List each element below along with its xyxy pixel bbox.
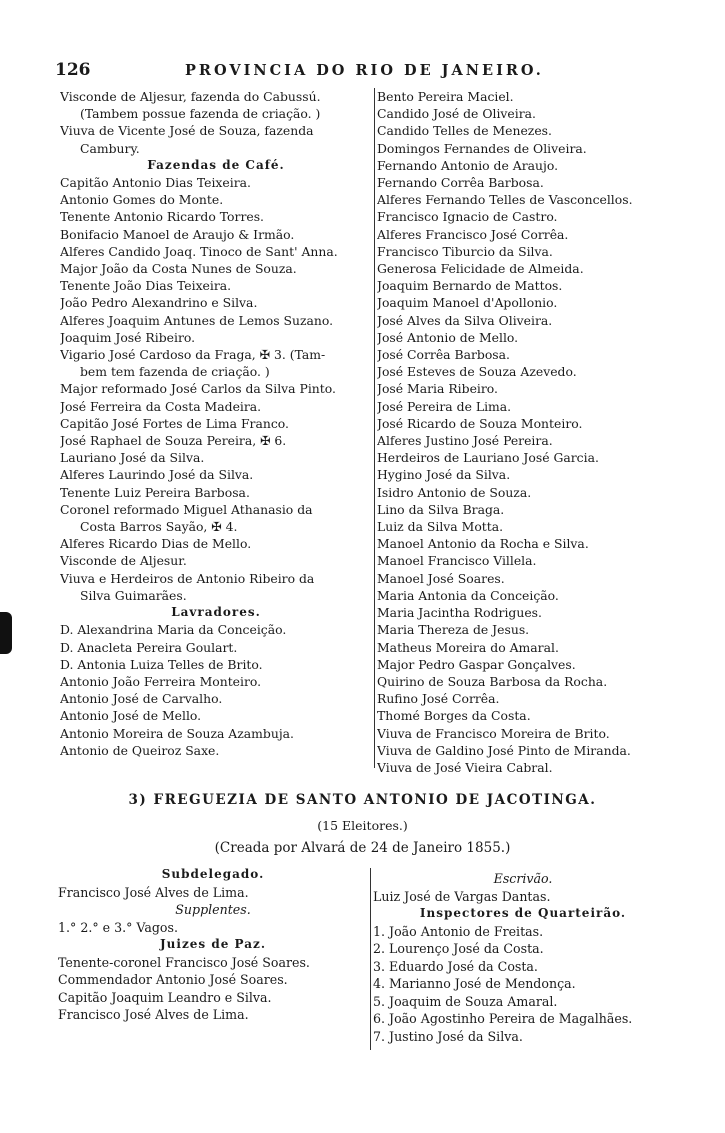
list-item: 5. Joaquim de Souza Amaral. [373, 993, 558, 1009]
intro-line: Viuva de Vicente José de Souza, fazenda [60, 123, 314, 139]
list-item: Viuva e Herdeiros de Antonio Ribeiro da [60, 570, 315, 586]
juizes-heading: Juizes de Paz. [159, 937, 266, 951]
list-item: 4. Marianno José de Mendonça. [373, 976, 576, 991]
list-item: Viuva de Galdino José Pinto de Miranda. [377, 742, 631, 758]
list-item: Silva Guimarães. [80, 587, 187, 603]
list-item: D. Antonia Luiza Telles de Brito. [60, 656, 263, 672]
list-item: Alferes Ricardo Dias de Mello. [60, 536, 252, 552]
list-item: Isidro Antonio de Souza. [377, 484, 532, 500]
list-item: João Pedro Alexandrino e Silva. [60, 295, 258, 311]
list-item: José Ricardo de Souza Monteiro. [377, 415, 583, 431]
list-item: Manoel Antonio da Rocha e Silva. [377, 536, 589, 552]
lavradores-heading: Lavradores. [171, 605, 261, 620]
list-item: Thomé Borges da Costa. [377, 708, 531, 724]
list-item: Fernando Corrêa Barbosa. [377, 175, 544, 191]
page-header [55, 60, 665, 82]
list-item: Maria Thereza de Jesus. [377, 622, 530, 638]
list-item: Herdeiros de Lauriano José Garcia. [377, 450, 599, 466]
list-item: Luiz da Silva Motta. [377, 519, 504, 535]
list-item: Joaquim Manoel d'Apollonio. [377, 295, 558, 311]
list-item: Francisco José Alves de Lima. [58, 1007, 249, 1022]
list-item: José Raphael de Souza Pereira, ✠ 6. [60, 433, 287, 449]
list-item: 2. Lourenço José da Costa. [373, 941, 544, 956]
page-number: 126 [55, 60, 91, 80]
subdelegado-name: Francisco José Alves de Lima. [58, 884, 249, 900]
list-item: Francisco Tiburcio da Silva. [377, 243, 553, 259]
list-item: Hygino José da Silva. [377, 467, 511, 483]
list-item: Alferes Laurindo José da Silva. [60, 467, 254, 483]
running-title: PROVINCIA DO RIO DE JANEIRO. [185, 62, 544, 79]
intro-line: (Tambem possue fazenda de criação. ) [80, 106, 321, 122]
list-item: Tenente João Dias Teixeira. [60, 278, 232, 294]
list-item: Candido Telles de Menezes. [377, 123, 552, 139]
list-item: 7. Justino José da Silva. [373, 1028, 523, 1044]
list-item: Francisco Ignacio de Castro. [377, 209, 558, 225]
list-item: José Antonio de Mello. [377, 329, 519, 345]
list-item: Maria Antonia da Conceição. [377, 587, 559, 603]
list-item: 1. João Antonio de Freitas. [373, 923, 544, 939]
list-item: Joaquim José Ribeiro. [60, 329, 196, 345]
list-item: Manoel Francisco Villela. [377, 553, 537, 569]
list-item: Capitão José Fortes de Lima Franco. [60, 415, 289, 431]
list-item: Alferes Candido Joaq. Tinoco de Sant' Anna. [60, 243, 338, 259]
intro-line: Cambury. [80, 140, 140, 156]
escrivao-heading: Escrivão. [493, 871, 553, 886]
electors-count: (15 Eleitores.) [317, 818, 408, 833]
list-item: Maria Jacintha Rodrigues. [377, 605, 542, 621]
list-item: Bonifacio Manoel de Araujo & Irmão. [60, 226, 295, 242]
list-item: Lauriano José da Silva. [60, 450, 205, 466]
ink-blot-decoration [0, 612, 12, 654]
list-item: Lino da Silva Braga. [377, 501, 505, 517]
list-item: Visconde de Aljesur. [60, 553, 187, 569]
list-item: Alferes Fernando Telles de Vasconcellos. [377, 192, 633, 208]
list-item: 3. Eduardo José da Costa. [373, 958, 538, 974]
list-item: Tenente-coronel Francisco José Soares. [58, 954, 310, 970]
list-item: 6. João Agostinho Pereira de Magalhães. [373, 1011, 633, 1026]
list-item: José Corrêa Barbosa. [377, 347, 510, 363]
list-item: Costa Barros Sayão, ✠ 4. [80, 519, 238, 535]
list-item: D. Anacleta Pereira Goulart. [60, 639, 238, 655]
list-item: Manoel José Soares. [377, 570, 505, 586]
list-item: Fernando Antonio de Araujo. [377, 157, 559, 173]
fazendas-heading: Fazendas de Café. [147, 157, 285, 172]
list-item: D. Alexandrina Maria da Conceição. [60, 622, 287, 638]
officials-left-column [58, 866, 368, 1024]
list-item: Major Pedro Gaspar Gonçalves. [377, 656, 576, 672]
list-item: Coronel reformado Miguel Athanasio da [60, 501, 313, 517]
list-item: Matheus Moreira do Amaral. [377, 639, 559, 655]
list-item: Quirino de Souza Barbosa da Rocha. [377, 673, 608, 689]
list-item: Rufino José Corrêa. [377, 691, 500, 707]
intro-line: Visconde de Aljesur, fazenda do Cabussú. [60, 89, 321, 104]
list-item: Domingos Fernandes de Oliveira. [377, 140, 587, 156]
list-item: Antonio Gomes do Monte. [60, 192, 224, 208]
list-item: José Alves da Silva Oliveira. [377, 312, 553, 328]
list-item: Alferes Justino José Pereira. [377, 433, 553, 449]
left-column [60, 88, 372, 759]
supplentes-heading: Supplentes. [175, 902, 251, 917]
list-item: Capitão Antonio Dias Teixeira. [60, 175, 251, 191]
list-item: Joaquim Bernardo de Mattos. [377, 278, 563, 294]
list-item: Generosa Felicidade de Almeida. [377, 261, 584, 277]
list-item: Viuva de Francisco Moreira de Brito. [377, 725, 610, 741]
list-item: Viuva de José Vieira Cabral. [377, 759, 553, 775]
list-item: Capitão Joaquim Leandro e Silva. [58, 989, 272, 1005]
list-item: José Pereira de Lima. [377, 398, 512, 414]
list-item: José Esteves de Souza Azevedo. [377, 364, 577, 380]
list-item: Antonio João Ferreira Monteiro. [60, 673, 262, 689]
list-item: Bento Pereira Maciel. [377, 89, 514, 104]
inspectores-heading: Inspectores de Quarteirão. [419, 906, 627, 920]
creation-note: (Creada por Alvará de 24 de Janeiro 1855.) [214, 840, 511, 856]
section-title: 3) FREGUEZIA DE SANTO ANTONIO DE JACOTINGA. [128, 792, 597, 808]
list-item: José Ferreira da Costa Madeira. [60, 398, 262, 414]
list-item: Antonio Moreira de Souza Azambuja. [60, 725, 295, 741]
list-item: Antonio José de Mello. [60, 708, 202, 724]
list-item: Tenente Antonio Ricardo Torres. [60, 209, 264, 225]
list-item: Candido José de Oliveira. [377, 106, 536, 122]
list-item: Antonio José de Carvalho. [60, 691, 223, 707]
list-item: Major João da Costa Nunes de Souza. [60, 261, 297, 277]
list-item: bem tem fazenda de criação. ) [80, 364, 270, 380]
list-item: Tenente Luiz Pereira Barbosa. [60, 484, 250, 500]
escrivao-name: Luiz José de Vargas Dantas. [373, 888, 551, 904]
column-divider [370, 868, 371, 1050]
supplentes-text: 1.° 2.° e 3.° Vagos. [58, 919, 178, 935]
list-item: Antonio de Queiroz Saxe. [60, 742, 220, 758]
column-divider [374, 88, 375, 768]
list-item: Vigario José Cardoso da Fraga, ✠ 3. (Tam- [60, 347, 326, 363]
list-item: Major reformado José Carlos da Silva Pinto. [60, 381, 336, 397]
list-item: Alferes Francisco José Corrêa. [377, 226, 569, 242]
subdelegado-heading: Subdelegado. [161, 867, 265, 881]
list-item: José Maria Ribeiro. [377, 381, 498, 397]
officials-right-column [373, 870, 673, 1045]
right-column [377, 88, 667, 776]
list-item: Commendador Antonio José Soares. [58, 972, 288, 987]
list-item: Alferes Joaquim Antunes de Lemos Suzano. [60, 312, 334, 328]
